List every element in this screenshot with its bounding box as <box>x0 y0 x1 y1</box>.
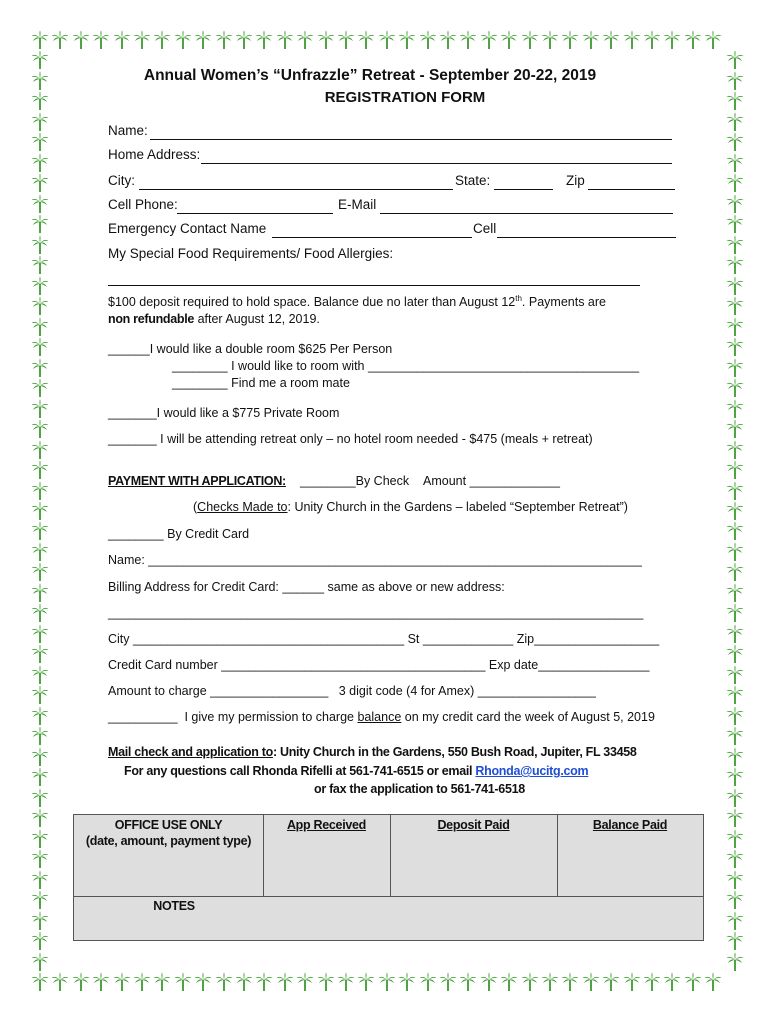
cell-phone-field[interactable] <box>177 213 333 214</box>
cell-phone-label: Cell Phone: <box>108 197 178 212</box>
contact-email-link[interactable]: Rhonda@ucitg.com <box>475 764 589 778</box>
balance-paid-header: Balance Paid <box>592 818 668 832</box>
home-address-field[interactable] <box>201 163 672 164</box>
emergency-cell-label: Cell <box>473 221 497 236</box>
charge-permission[interactable]: __________ I give my permission to charge balance on my credit card the week of August 5, 2019 <box>108 710 655 724</box>
mail-instructions: Mail check and application to: Unity Church in the Gardens, 550 Bush Road, Jupiter, FL 33458 <box>108 745 637 759</box>
home-address-label: Home Address: <box>108 147 201 162</box>
office-use-header: OFFICE USE ONLY (date, amount, payment type) <box>85 818 252 848</box>
room-with-option[interactable]: ________ I would like to room with _______________________________________ <box>172 359 640 373</box>
deposit-notice: $100 deposit required to hold space. Balance due no later than August 12th. Payments are <box>108 294 606 310</box>
billing-address-label[interactable]: Billing Address for Credit Card: ______ same as above or new address: <box>108 580 505 594</box>
payment-heading: PAYMENT WITH APPLICATION: <box>108 474 286 488</box>
by-check-option[interactable]: ________By Check Amount _____________ <box>300 474 560 488</box>
food-allergies-field[interactable] <box>108 285 640 286</box>
page-subtitle: REGISTRATION FORM <box>324 89 486 106</box>
amount-to-charge-field[interactable]: Amount to charge _________________ 3 digit code (4 for Amex) _________________ <box>108 684 596 698</box>
billing-city-field[interactable]: City _______________________________________ St _____________ Zip__________________ <box>108 632 660 646</box>
emergency-contact-label: Emergency Contact Name <box>108 221 267 236</box>
find-roommate-option[interactable]: ________ Find me a room mate <box>172 376 350 390</box>
private-room-option[interactable]: _______I would like a $775 Private Room <box>108 406 340 420</box>
double-room-option[interactable]: ______I would like a double room $625 Per Person <box>108 342 393 356</box>
name-label: Name: <box>108 123 148 138</box>
deposit-paid-header: Deposit Paid <box>437 818 510 832</box>
checks-made-to-note: (Checks Made to: Unity Church in the Gardens – labeled “September Retreat”) <box>193 500 628 514</box>
office-use-table <box>73 814 704 941</box>
zip-field[interactable] <box>588 189 675 190</box>
email-field[interactable] <box>380 213 673 214</box>
zip-label: Zip <box>566 173 585 188</box>
retreat-only-option[interactable]: _______ I will be attending retreat only – no hotel room needed - $475 (meals + retreat) <box>108 432 593 446</box>
name-field[interactable] <box>150 139 672 140</box>
credit-card-number-field[interactable]: Credit Card number ______________________________________ Exp date________________ <box>108 658 650 672</box>
billing-address-field[interactable]: _____________________________________________________________________________ <box>108 606 644 620</box>
fax-info: or fax the application to 561-741-6518 <box>314 782 525 796</box>
city-field[interactable] <box>139 189 453 190</box>
food-allergies-label: My Special Food Requirements/ Food Allergies: <box>108 246 394 261</box>
app-received-header: App Received <box>286 818 367 832</box>
nonrefundable-notice: non refundable after August 12, 2019. <box>108 312 320 326</box>
page-title: Annual Women’s “Unfrazzle” Retreat - September 20-22, 2019 <box>143 67 597 84</box>
email-label: E-Mail <box>338 197 377 212</box>
emergency-cell-field[interactable] <box>497 237 676 238</box>
questions-contact: For any questions call Rhonda Rifelli at 561-741-6515 or email Rhonda@ucitg.com <box>124 764 589 778</box>
state-label: State: <box>455 173 491 188</box>
emergency-contact-field[interactable] <box>272 237 472 238</box>
by-credit-card-option[interactable]: ________ By Credit Card <box>108 527 250 541</box>
notes-label: NOTES <box>153 899 195 913</box>
state-field[interactable] <box>494 189 553 190</box>
cardholder-name-field[interactable]: Name: _______________________________________________________________________ <box>108 553 642 567</box>
city-label: City: <box>108 173 135 188</box>
